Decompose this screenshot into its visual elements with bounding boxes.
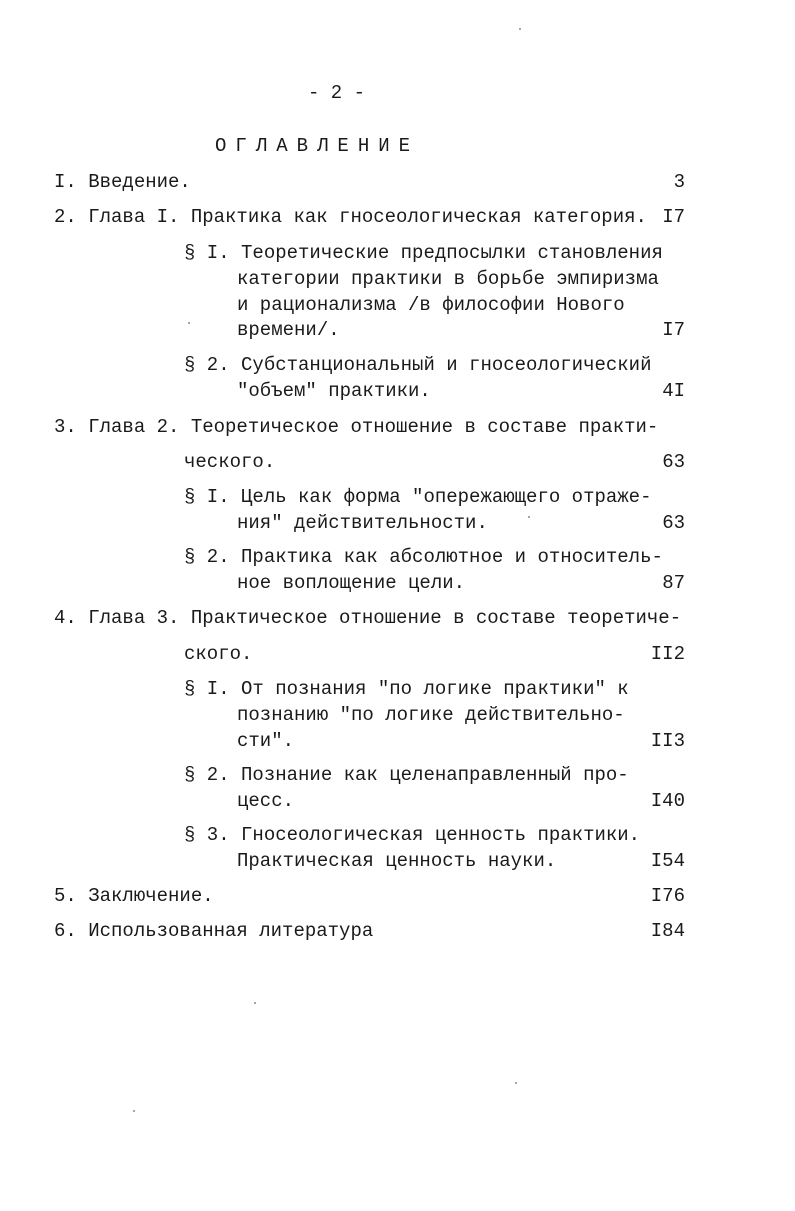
toc-entry-label-cont: ского. bbox=[184, 643, 253, 665]
scan-speck bbox=[519, 28, 521, 30]
toc-entry-page: 87 bbox=[662, 572, 685, 594]
toc-section-line: ния" действительности. bbox=[237, 512, 488, 534]
toc-section-line: времени/. bbox=[237, 319, 340, 341]
page-number: - 2 - bbox=[308, 82, 366, 104]
toc-section-line: § I. Теоретические предпосылки становления bbox=[184, 242, 663, 264]
toc-section-line: сти". bbox=[237, 730, 295, 752]
toc-section-line: § 2. Познание как целенаправленный про- bbox=[184, 764, 629, 786]
toc-entry-page: I7 bbox=[662, 206, 685, 228]
toc-section-line: "объем" практики. bbox=[237, 380, 431, 402]
toc-section-line: § 3. Гносеологическая ценность практики. bbox=[184, 824, 641, 846]
toc-section-line: § 2. Субстанциональный и гносеологический bbox=[184, 354, 652, 376]
toc-entry-page: I84 bbox=[650, 920, 685, 942]
scan-speck bbox=[528, 516, 530, 518]
toc-section-line: § I. От познания "по логике практики" к bbox=[184, 678, 629, 700]
toc-entry-page: I76 bbox=[650, 885, 685, 907]
scan-speck bbox=[254, 1002, 256, 1004]
toc-entry-page: I7 bbox=[662, 319, 685, 341]
toc-section-line: познанию "по логике действительно- bbox=[237, 704, 625, 726]
toc-entry-page: I40 bbox=[650, 790, 685, 812]
scan-speck bbox=[188, 322, 190, 324]
toc-entry-page: II2 bbox=[650, 643, 685, 665]
toc-section-line: § 2. Практика как абсолютное и относитель- bbox=[184, 546, 663, 568]
toc-section-line: и рационализма /в философии Нового bbox=[237, 294, 625, 316]
toc-entry-label: 5. Заключение. bbox=[54, 885, 214, 907]
toc-entry-label: 6. Использованная литература bbox=[54, 920, 374, 942]
toc-section-line: категории практики в борьбе эмпиризма bbox=[237, 268, 659, 290]
toc-section-line: цесс. bbox=[237, 790, 295, 812]
toc-entry-page: I54 bbox=[650, 850, 685, 872]
scan-speck bbox=[515, 1082, 517, 1084]
toc-entry-page: 63 bbox=[662, 512, 685, 534]
toc-entry-label: I. Введение. bbox=[54, 171, 191, 193]
scan-speck bbox=[133, 1110, 135, 1112]
toc-entry-label: 3. Глава 2. Теоретическое отношение в составе практи- bbox=[54, 416, 659, 438]
toc-section-line: ное воплощение цели. bbox=[237, 572, 466, 594]
toc-entry-page: 3 bbox=[673, 171, 685, 193]
toc-entry-label-cont: ческого. bbox=[184, 451, 276, 473]
toc-entry-page: II3 bbox=[650, 730, 685, 752]
toc-section-line: § I. Цель как форма "опережающего отраже- bbox=[184, 486, 652, 508]
toc-entry-label: 2. Глава I. Практика как гносеологическая категория. bbox=[54, 206, 647, 228]
toc-entry-page: 63 bbox=[662, 451, 685, 473]
toc-entry-page: 4I bbox=[662, 380, 685, 402]
toc-entry-label: 4. Глава 3. Практическое отношение в составе теоретиче- bbox=[54, 607, 682, 629]
toc-title: ОГЛАВЛЕНИЕ bbox=[215, 135, 420, 157]
toc-section-line: Практическая ценность науки. bbox=[237, 850, 557, 872]
